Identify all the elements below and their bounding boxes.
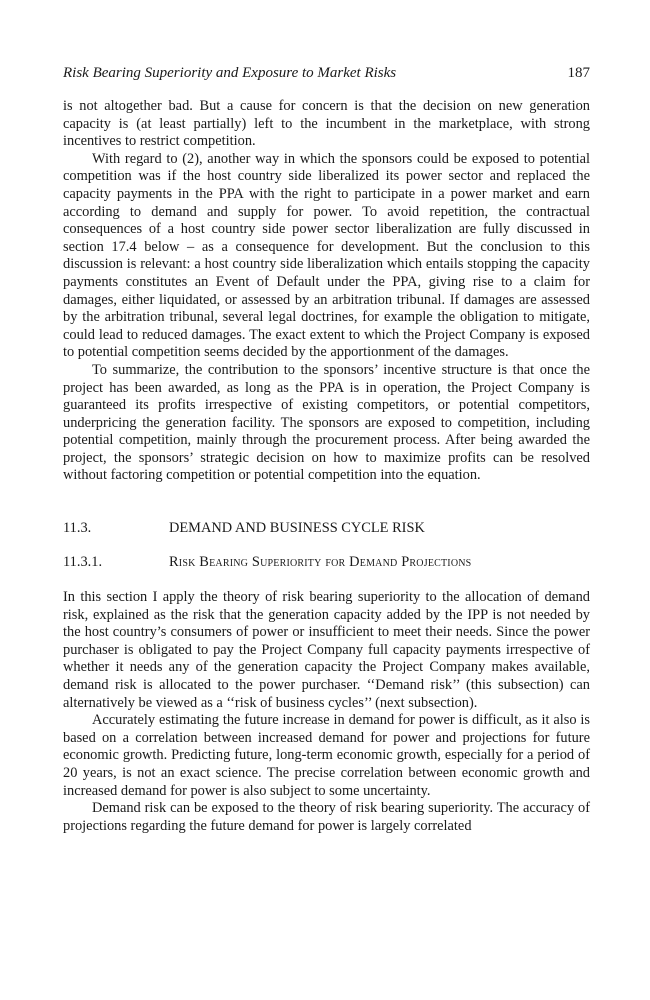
paragraph: is not altogether bad. But a cause for concern is that the decision on new generation capacity is (at least partially) left to the incumbent in the marketplace, with strong incentives to restrict competition.	[63, 98, 590, 150]
section-heading	[63, 519, 590, 537]
paragraph: With regard to (2), another way in which the sponsors could be exposed to potential competition was if the host country side liberalized its power sector and replaced the capacity payments in the PPA with the right to participate in a power market and earn according to demand and supply for power. To avoid repetition, the contractual consequences of a host country side power sector liberalization are fully discussed in section 17.4 below – as a consequence for development. But the conclusion to this discussion is relevant: a host country side liberalization which entails stopping the capacity payments constitutes an Event of Default under the PPA, giving rise to a claim for damages, either liquidated, or assessed by an arbitration tribunal. If damages are assessed by the arbitration tribunal, several legal doctrines, for example the obligation to mitigate, could lead to reduced damages. The exact extent to which the Project Company is exposed to potential competition seems decided by the apportionment of the damages.	[63, 150, 590, 361]
page	[63, 64, 590, 835]
subsection-heading	[63, 553, 590, 571]
page-number: 187	[567, 65, 590, 81]
running-title: Risk Bearing Superiority and Exposure to Market Risks	[63, 65, 397, 81]
running-header	[63, 64, 590, 82]
subsection-title: Risk Bearing Superiority for Demand Projections	[169, 554, 472, 571]
section-title: DEMAND AND BUSINESS CYCLE RISK	[169, 520, 425, 537]
paragraph: Accurately estimating the future increase in demand for power is difficult, as it also is based on a correlation between increased demand for power and projections for future economic growth. Predicting future, long-term economic growth, especially for a period of 20 years, is not an exact science. The precise correlation between economic growth and increased demand for power is also subject to some uncertainty.	[63, 712, 590, 799]
body-text-top	[63, 98, 590, 485]
body-text-bottom	[63, 589, 590, 835]
paragraph: To summarize, the contribution to the sponsors’ incentive structure is that once the project has been awarded, as long as the PPA is in operation, the Project Company is guaranteed its profits irrespective of existing competitors, or potential competitors, underpricing the generation facility. The sponsors are exposed to competition, including potential competition, mainly through the procurement process. After being awarded the project, the sponsors’ strategic decision on how to maximize profits can be resolved without factoring competition or potential competition into the equation.	[63, 361, 590, 484]
subsection-number: 11.3.1.	[63, 554, 103, 571]
paragraph: Demand risk can be exposed to the theory of risk bearing superiority. The accuracy of projections regarding the future demand for power is largely correlated	[63, 800, 590, 834]
paragraph: In this section I apply the theory of risk bearing superiority to the allocation of demand risk, explained as the risk that the generation capacity added by the IPP is not needed by the host country’s consumers of power or insufficient to meet their needs. Since the power purchaser is obligated to pay the Project Company full capacity payments irrespective of whether it needs any of the generation capacity the Project Company makes available, demand risk is allocated to the power purchaser. ‘‘Demand risk’’ (this subsection) can alternatively be viewed as a ‘‘risk of business cycles’’ (next subsection).	[63, 589, 590, 711]
section-number: 11.3.	[63, 520, 92, 537]
